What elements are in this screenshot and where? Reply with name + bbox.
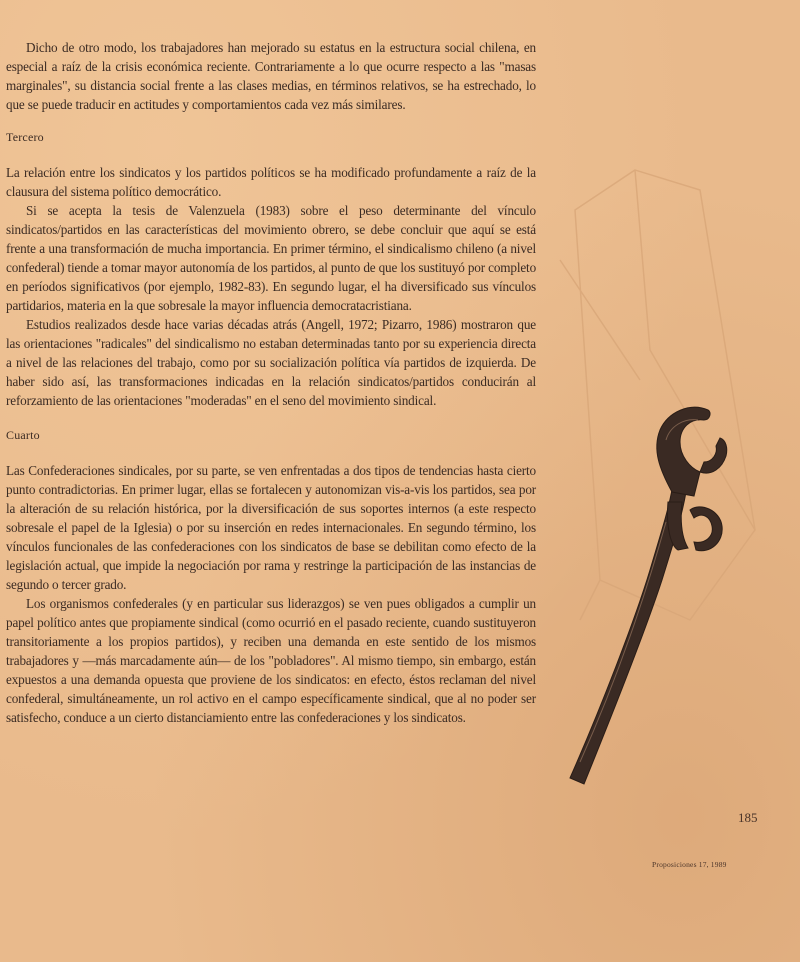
tercero-paragraph-1: La relación entre los sindicatos y los partidos políticos se ha modificado profundamente a raíz de la clausura del sistema político democrático. (6, 165, 536, 199)
cuarto-paragraph-1: Las Confederaciones sindicales, por su parte, se ven enfrentadas a dos tipos de tendencias hasta cierto punto contradictorias. En primer lugar, ellas se fortalecen y autonomizan vis-a-vis los partidos, sea por la alteración de su relación histórica, por la diversificación de sus soportes internos (a este respecto sobresale el papel de la Iglesia) o por su inserción en redes internacionales. En segundo término, los vínculos funcionales de las confederaciones con los sindicatos de base se debilitan como efecto de la legislación actual, que impide la negociación por rama y restringe la participación de las instancias de segundo o tercer grado. (6, 463, 536, 592)
wrench-illustration (540, 150, 780, 810)
section-heading-cuarto: Cuarto (6, 428, 40, 442)
intro-paragraph: Dicho de otro modo, los trabajadores han mejorado su estatus en la estructura social chilena, en especial a raíz de la crisis económica reciente. Contrariamente a lo que ocurre respecto a las "masas marginales", su distancia social frente a las clases medias, en términos relativos, se ha estrechado, lo que se puede traducir en actitudes y comportamientos cada vez más similares. (6, 40, 536, 112)
tercero-paragraph-2: Si se acepta la tesis de Valenzuela (1983) sobre el peso determinante del vínculo sindicatos/partidos en las características del movimiento obrero, se debe concluir que aquí se está frente a una transformación de mucha importancia. En primer término, el sindicalismo chileno (a nivel confederal) tiende a tomar mayor autonomía de los partidos, al punto de que los sustituyó por completo en períodos significativos (por ejemplo, 1982-83). En segundo lugar, el ha diversificado sus vínculos partidarios, materia en la que sobresale la mayor influencia democratacristiana. (6, 203, 537, 313)
cuarto-paragraph-2: Los organismos confederales (y en particular sus liderazgos) se ven pues obligados a cumplir un papel político antes que propiamente sindical (como ocurrió en el pasado reciente, cuando sustituyeron transitoriamente a los propios partidos), y reciben una demanda en este sentido de los mismos trabajadores y —más marcadamente aún— de los "pobladores". Al mismo tiempo, sin embargo, están expuestos a una demanda opuesta que proviene de los sindicatos: en efecto, éstos reclaman del nivel confederal, simultáneamente, un rol activo en el campo específicamente sindical, que al no poder ser satisfecho, conduce a un cierto distanciamiento entre las confederaciones y los sindicatos. (6, 596, 536, 725)
page-number: 185 (738, 810, 758, 825)
section-heading-tercero: Tercero (6, 130, 44, 144)
wrench-drawing-icon (540, 150, 780, 810)
tercero-paragraph-3: Estudios realizados desde hace varias décadas atrás (Angell, 1972; Pizarro, 1986) mostraron que las orientaciones "radicales" del sindicalismo no estaban determinadas tanto por su experiencia directa a nivel de las relaciones del trabajo, como por su socialización política vía partidos de izquierda. De haber sido así, las transformaciones indicadas en la relación sindicatos/partidos conducirán al reforzamiento de las orientaciones "moderadas" en el seno del movimiento sindical. (6, 317, 536, 408)
journal-reference: Proposiciones 17, 1989 (652, 860, 727, 869)
main-text-column (6, 38, 536, 727)
